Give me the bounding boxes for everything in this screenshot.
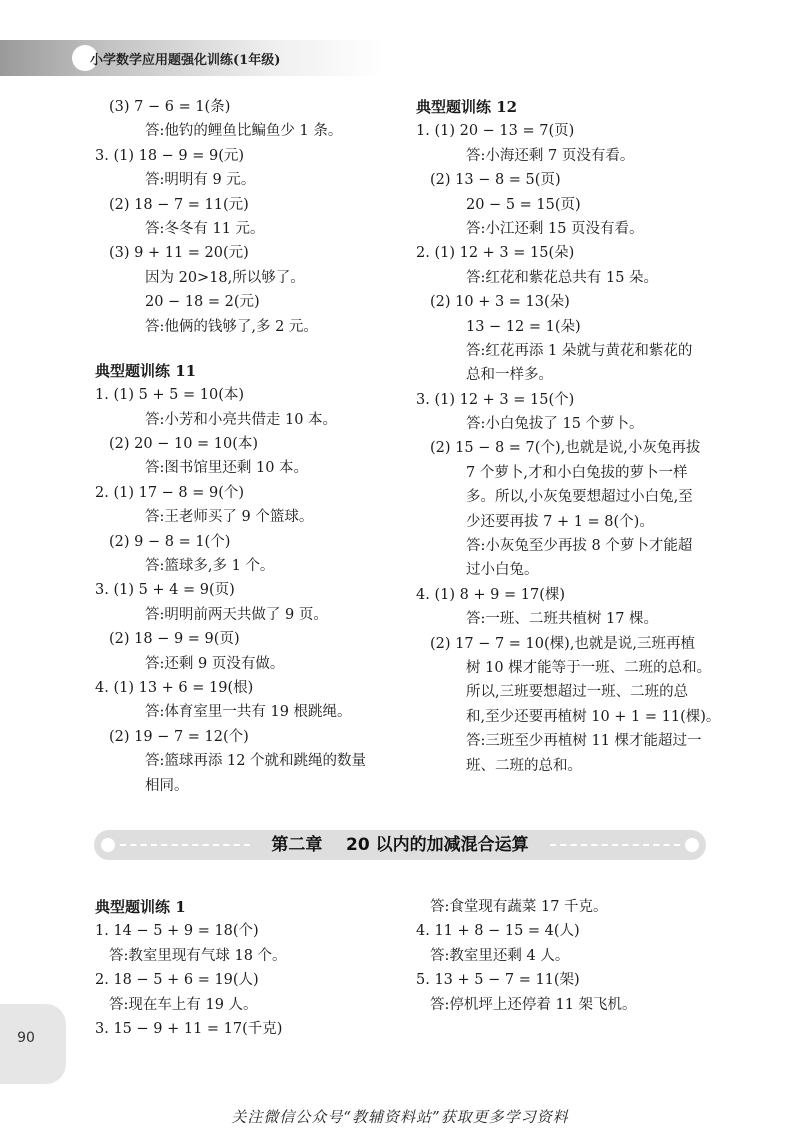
bottom-right-column: [416, 895, 716, 1017]
answer-line: 答:明明前两天共做了 9 页。: [145, 606, 328, 623]
answer-line: (2) 15 − 8 = 7(个),也就是说,小灰兔再拔: [430, 440, 701, 457]
answer-line: 答:食堂现有蔬菜 17 千克。: [430, 899, 608, 915]
answer-line: 答:王老师买了 9 个篮球。: [145, 509, 314, 526]
answer-line: 答:教室里现有气球 18 个。: [109, 947, 287, 964]
answer-line: 总和一样多。: [466, 367, 553, 384]
answer-line: (2) 18 − 7 = 11(元): [109, 196, 249, 213]
bottom-left-column: [95, 895, 415, 1041]
chapter-banner-cap-left: [101, 838, 115, 852]
answer-line: 20 − 18 = 2(元): [145, 294, 260, 311]
chapter-banner-cap-right: [685, 838, 699, 852]
answer-line: 答:还剩 9 页没有做。: [145, 655, 285, 672]
answer-line: (2) 18 − 9 = 9(页): [109, 631, 240, 648]
problem-line: 3. (1) 12 + 3 = 15(个): [416, 391, 575, 408]
answer-line: 答:篮球多,多 1 个。: [145, 558, 275, 575]
answer-line: 20 − 5 = 15(页): [466, 196, 581, 213]
answer-line: 答:停机坪上还停着 11 架飞机。: [430, 996, 637, 1013]
answer-line: (2) 19 − 7 = 12(个): [109, 728, 249, 745]
spacer: [95, 339, 415, 359]
problem-line: 1. (1) 5 + 5 = 10(本): [95, 387, 245, 404]
answer-line: (3) 9 + 11 = 20(元): [109, 245, 249, 262]
chapter-label: 第二章: [271, 835, 323, 855]
answer-line: 答:冬冬有 11 元。: [145, 220, 265, 237]
answer-line: 所以,三班要想超过一班、二班的总: [466, 684, 689, 701]
answer-line: 多。所以,小灰兔要想超过小白兔,至: [466, 489, 693, 506]
answer-line: 相同。: [145, 777, 189, 794]
answer-line: 答:小白兔拔了 15 个萝卜。: [466, 416, 644, 433]
answer-line: 答:三班至少再植树 11 棵才能超过一: [466, 733, 702, 750]
problem-line: 1. (1) 20 − 13 = 7(页): [416, 123, 575, 140]
right-column: [416, 95, 721, 778]
answer-line: 答:图书馆里还剩 10 本。: [145, 460, 309, 477]
answer-line: 答:教室里还剩 4 人。: [430, 947, 570, 964]
answer-line: 答:小江还剩 15 页没有看。: [466, 220, 644, 237]
answer-line: 7 个萝卜,才和小白兔拔的萝卜一样: [466, 464, 688, 481]
footer-note: 关注微信公众号“教辅资料站”获取更多学习资料: [231, 1108, 569, 1126]
answer-line: 答:明明有 9 元。: [145, 172, 256, 189]
section-title: 典型题训练 11: [95, 361, 197, 380]
problem-line: 3. (1) 18 − 9 = 9(元): [95, 147, 245, 164]
problem-line: 4. (1) 8 + 9 = 17(棵): [416, 586, 566, 603]
problem-line: 4. (1) 13 + 6 = 19(根): [95, 679, 254, 696]
problem-line: 3. 15 − 9 + 11 = 17(千克): [95, 1020, 283, 1037]
problem-line: 2. 18 − 5 + 6 = 19(人): [95, 972, 259, 989]
answer-line: 少还要再拔 7 + 1 = 8(个)。: [466, 513, 654, 530]
answer-line: 答:小海还剩 7 页没有看。: [466, 147, 635, 164]
answer-line: 答:篮球再添 12 个就和跳绳的数量: [145, 753, 367, 770]
section-title: 典型题训练 12: [416, 98, 518, 116]
chapter-name: 20 以内的加减混合运算: [346, 835, 529, 855]
answer-line: 答:他钓的鲤鱼比鳊鱼少 1 条。: [145, 123, 343, 140]
answer-line: 13 − 12 = 1(朵): [466, 318, 581, 335]
answer-line: (2) 10 + 3 = 13(朵): [430, 294, 570, 311]
problem-line: 3. (1) 5 + 4 = 9(页): [95, 582, 235, 599]
section-title: 典型题训练 1: [95, 898, 186, 916]
problem-line: 2. (1) 17 − 8 = 9(个): [95, 484, 245, 501]
answer-line: (3) 7 − 6 = 1(条): [109, 99, 231, 115]
chapter-dash-left: [120, 844, 250, 846]
answer-line: (2) 20 − 10 = 10(本): [109, 436, 259, 453]
problem-line: 1. 14 − 5 + 9 = 18(个): [95, 923, 259, 940]
answer-line: 树 10 棵才能等于一班、二班的总和。: [466, 659, 712, 676]
answer-line: 答:他俩的钱够了,多 2 元。: [145, 318, 318, 335]
answer-line: (2) 17 − 7 = 10(棵),也就是说,三班再植: [430, 635, 696, 652]
page-number: 90: [17, 1030, 35, 1046]
chapter-title: [250, 833, 550, 857]
chapter-dash-right: [550, 844, 680, 846]
answer-line: 答:体育室里一共有 19 根跳绳。: [145, 704, 352, 721]
answer-line: 答:红花再添 1 朵就与黄花和紫花的: [466, 342, 693, 359]
answer-line: 答:小灰兔至少再拔 8 个萝卜才能超: [466, 538, 693, 555]
answer-line: 和,至少还要再植树 10 + 1 = 11(棵)。: [466, 708, 721, 725]
answer-line: 过小白兔。: [466, 562, 539, 579]
answer-line: 答:一班、二班共植树 17 棵。: [466, 611, 659, 628]
answer-line: 班、二班的总和。: [466, 757, 582, 774]
header-title: 小学数学应用题强化训练(1年级): [90, 53, 281, 68]
problem-line: 2. (1) 12 + 3 = 15(朵): [416, 245, 575, 262]
answer-line: 答:现在车上有 19 人。: [109, 996, 258, 1013]
answer-line: (2) 13 − 8 = 5(页): [430, 172, 561, 189]
answer-line: (2) 9 − 8 = 1(个): [109, 533, 231, 550]
problem-line: 4. 11 + 8 − 15 = 4(人): [416, 923, 580, 940]
answer-line: 因为 20>18,所以够了。: [145, 269, 305, 286]
answer-line: 答:小芳和小亮共借走 10 本。: [145, 411, 338, 428]
left-column: [95, 95, 415, 798]
answer-line: 答:红花和紫花总共有 15 朵。: [466, 269, 659, 286]
problem-line: 5. 13 + 5 − 7 = 11(架): [416, 972, 580, 989]
